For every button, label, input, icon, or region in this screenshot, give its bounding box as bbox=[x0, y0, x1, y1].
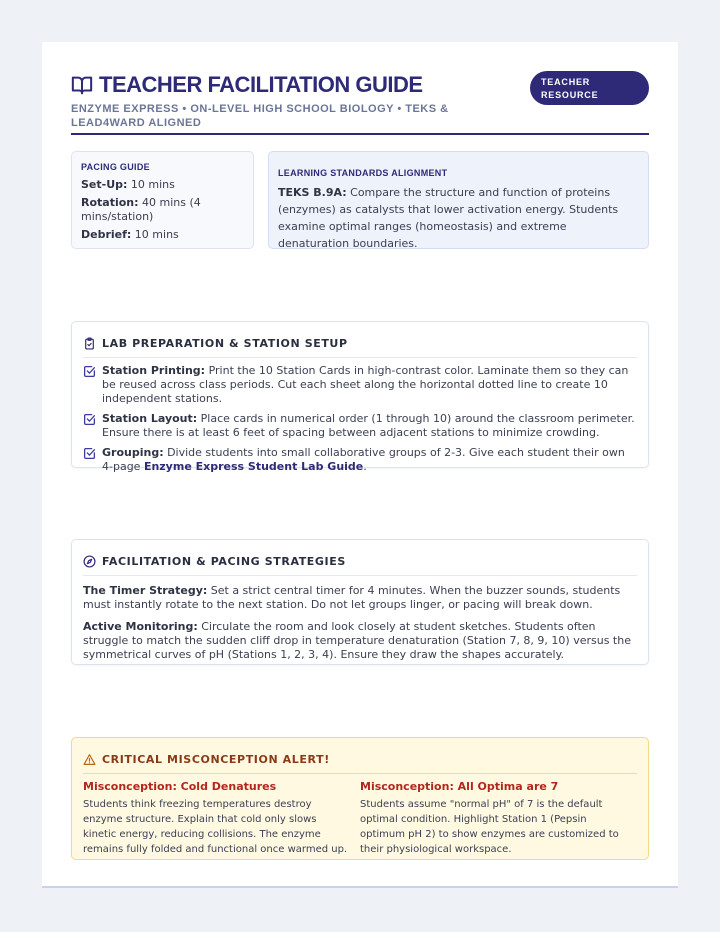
student-lab-guide-link[interactable]: Enzyme Express Student Lab Guide bbox=[143, 460, 364, 473]
list-item: Grouping: Divide students into small collaborative groups of 2-3. Give each student their own 4-page Enzyme Express Student Lab Guide. bbox=[83, 446, 637, 474]
standards-text: TEKS B.9A: Compare the structure and function of proteins (enzymes) as catalysts that lower activation energy. Students examine optimal ranges (homeostasis) and extreme denaturation boundaries. bbox=[278, 186, 619, 250]
setup-title: LAB PREPARATION & STATION SETUP bbox=[102, 337, 348, 350]
misconception-optima: Misconception: All Optima are 7 Students assume "normal pH" of 7 is the default optimal condition. Highlight Station 1 (Pepsin optimum pH 2) to show enzymes are customized to their physiological workspace. bbox=[360, 780, 619, 855]
pacing-debrief: Debrief: 10 mins bbox=[81, 228, 179, 241]
clipboard-icon bbox=[83, 337, 96, 350]
check-square-icon bbox=[83, 447, 96, 460]
standards-box bbox=[268, 151, 649, 249]
misconception-alert bbox=[71, 737, 649, 860]
pacing-rotation: Rotation: 40 mins (4 mins/station) bbox=[81, 196, 201, 223]
page-subtitle: ENZYME EXPRESS • ON-LEVEL HIGH SCHOOL BIOLOGY • TEKS & LEAD4WARD ALIGNED bbox=[71, 103, 449, 129]
list-item: Station Printing: Print the 10 Station Cards in high-contrast color. Laminate them so they can be reused across class periods. Cut each sheet along the horizontal dotted line to create 10 independent stations. bbox=[83, 364, 637, 406]
warning-icon bbox=[83, 753, 96, 766]
page-header bbox=[71, 72, 649, 135]
standards-label: LEARNING STANDARDS ALIGNMENT bbox=[278, 168, 448, 178]
book-icon bbox=[71, 74, 93, 96]
setup-card bbox=[71, 321, 649, 473]
facilitation-card bbox=[71, 539, 649, 665]
facilitation-title: FACILITATION & PACING STRATEGIES bbox=[102, 555, 346, 568]
pacing-guide-box bbox=[71, 151, 254, 249]
teacher-resource-badge: TEACHER RESOURCE bbox=[530, 71, 649, 105]
misconception-cold: Misconception: Cold Denatures Students think freezing temperatures destroy enzyme structure. Explain that cold only slows kinetic energy, reducing collisions. The enzyme remains fully folded and functional once warmed up. bbox=[83, 780, 348, 855]
alert-title: CRITICAL MISCONCEPTION ALERT! bbox=[102, 753, 330, 766]
pacing-setup: Set-Up: 10 mins bbox=[81, 178, 175, 191]
page-title: TEACHER FACILITATION GUIDE bbox=[99, 72, 423, 97]
timer-strategy: The Timer Strategy: Set a strict central timer for 4 minutes. When the buzzer sounds, students must instantly rotate to the next station. Do not let groups linger, or pacing will break down. bbox=[83, 584, 621, 611]
pacing-guide-label: PACING GUIDE bbox=[81, 162, 150, 172]
active-monitoring: Active Monitoring: Circulate the room and look closely at student sketches. Students often struggle to match the sudden cliff drop in temperature denaturation (Station 7, 8, 9, 10) versus the symmetrical curves of pH (Stations 1, 2, 3, 4). Ensure they draw the shapes accurately. bbox=[83, 620, 631, 661]
check-square-icon bbox=[83, 365, 96, 378]
check-square-icon bbox=[83, 413, 96, 426]
guide-page bbox=[42, 42, 678, 888]
list-item: Station Layout: Place cards in numerical order (1 through 10) around the classroom perimeter. Ensure there is at least 6 feet of spacing between adjacent stations to minimize crowding. bbox=[83, 412, 637, 440]
compass-icon bbox=[83, 555, 96, 568]
